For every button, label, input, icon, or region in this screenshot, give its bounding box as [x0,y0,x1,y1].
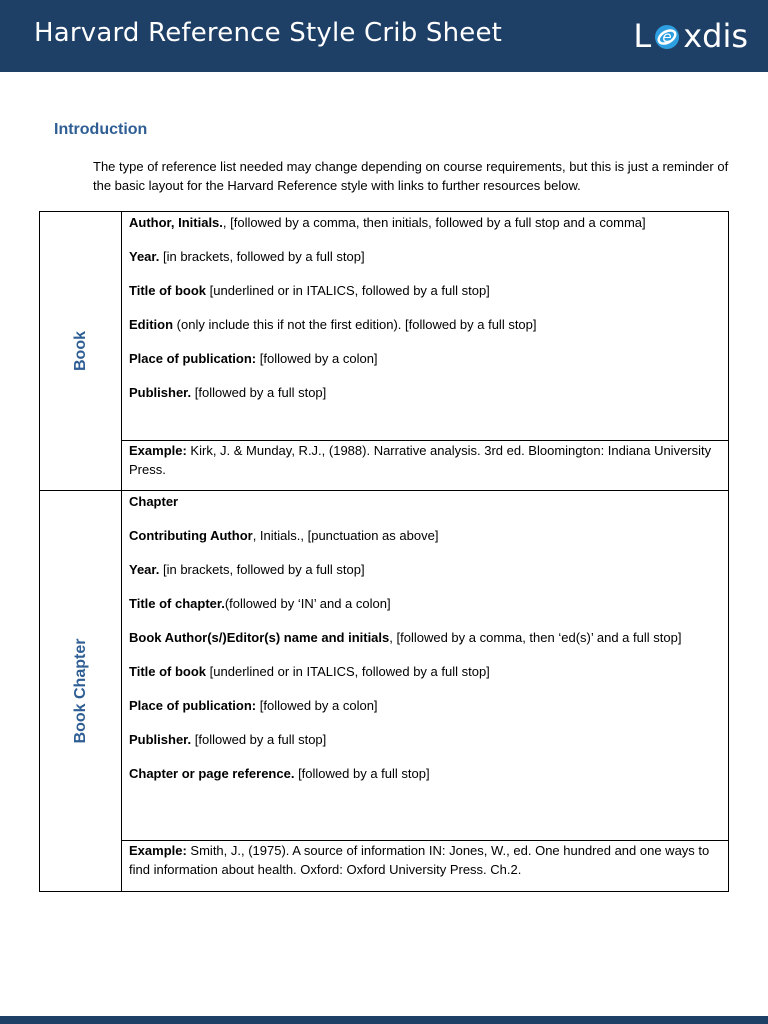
book-field-note: [in brackets, followed by a full stop] [159,249,365,264]
chapter-field [129,561,720,579]
intro-text: The type of reference list needed may change depending on course requirements, but this is just a reminder of the basic layout for the Harvard Reference style with links to further resources below. [93,159,729,193]
book-field-label: Edition [129,317,174,332]
book-field-note: , [followed by a comma, then initials, followed by a full stop and a comma] [222,215,646,230]
chapter-field-label: Year. [129,562,160,577]
chapter-field-note: [followed by a full stop] [294,766,430,781]
chapter-label: Book Chapter [71,638,89,744]
chapter-field [129,629,720,647]
book-field [129,316,720,334]
book-field-note: [followed by a colon] [256,351,378,366]
chapter-field-note: (followed by ‘IN’ and a colon] [224,596,391,611]
chapter-fields [122,491,728,799]
footer-bar [0,1016,768,1024]
chapter-field-label: Chapter or page reference. [129,766,295,781]
chapter-field [129,663,720,681]
intro-heading: Introduction [54,121,148,138]
chapter-field-label: Publisher. [129,732,192,747]
page-header [0,0,768,72]
chapter-example-cell [122,841,729,892]
page-title: Harvard Reference Style Crib Sheet [34,18,503,48]
chapter-field-label: Place of publication: [129,698,257,713]
book-example-label: Example: [129,443,187,459]
book-fields [122,212,728,418]
book-field-label: Place of publication: [129,351,257,366]
book-field-note: [underlined or in ITALICS, followed by a full stop] [206,283,490,298]
book-field-label: Title of book [129,283,207,298]
chapter-example-text: Smith, J., (1975). A source of information IN: Jones, W., ed. One hundred and one ways to find information about health. Oxford: Oxford University Press. Ch.2. [129,843,710,878]
logo-suffix: xdis [683,17,748,55]
chapter-field-note: [followed by a full stop] [191,732,327,747]
book-field [129,214,720,232]
chapter-field [129,493,720,511]
chapter-example [122,841,728,885]
chapter-field [129,527,720,545]
chapter-field [129,595,720,613]
chapter-field [129,765,720,783]
book-side-cell [40,212,122,491]
book-field-note: [followed by a full stop] [191,385,327,400]
book-field-label: Author, Initials. [129,215,223,230]
chapter-field [129,697,720,715]
chapter-field-label: Title of chapter. [129,596,225,611]
chapter-field-note: [in brackets, followed by a full stop] [159,562,365,577]
book-reference-table [39,211,729,491]
chapter-field-note: [underlined or in ITALICS, followed by a full stop] [206,664,490,679]
book-field-note: (only include this if not the first edition). [followed by a full stop] [173,317,537,332]
book-field-label: Publisher. [129,385,192,400]
chapter-field-note: [followed by a colon] [256,698,378,713]
book-example-text: Kirk, J. & Munday, R.J., (1988). Narrative analysis. 3rd ed. Bloomington: Indiana University Press. [129,443,712,478]
svg-text:e: e [662,28,672,46]
logo-prefix: L [633,17,652,55]
chapter-field-label: Title of book [129,664,207,679]
lexdis-e-icon [652,21,682,51]
book-example [122,441,728,485]
chapter-field-label: Chapter [129,494,179,509]
chapter-fields-cell [122,491,729,841]
book-field [129,350,720,368]
chapter-field-label: Book Author(s/)Editor(s) name and initials [129,630,390,645]
chapter-example-label: Example: [129,843,187,859]
book-fields-cell [122,212,729,441]
lexdis-logo[interactable] [633,14,748,58]
chapter-field [129,731,720,749]
chapter-field-label: Contributing Author [129,528,253,543]
book-example-cell [122,441,729,491]
book-field-label: Year. [129,249,160,264]
chapter-side-cell [40,491,122,892]
chapter-reference-table [39,490,729,892]
book-field [129,248,720,266]
chapter-field-note: , [followed by a comma, then ‘ed(s)’ and a full stop] [389,630,682,645]
book-field [129,384,720,402]
book-label: Book [71,331,89,371]
book-field [129,282,720,300]
chapter-field-note: , Initials., [punctuation as above] [252,528,439,543]
